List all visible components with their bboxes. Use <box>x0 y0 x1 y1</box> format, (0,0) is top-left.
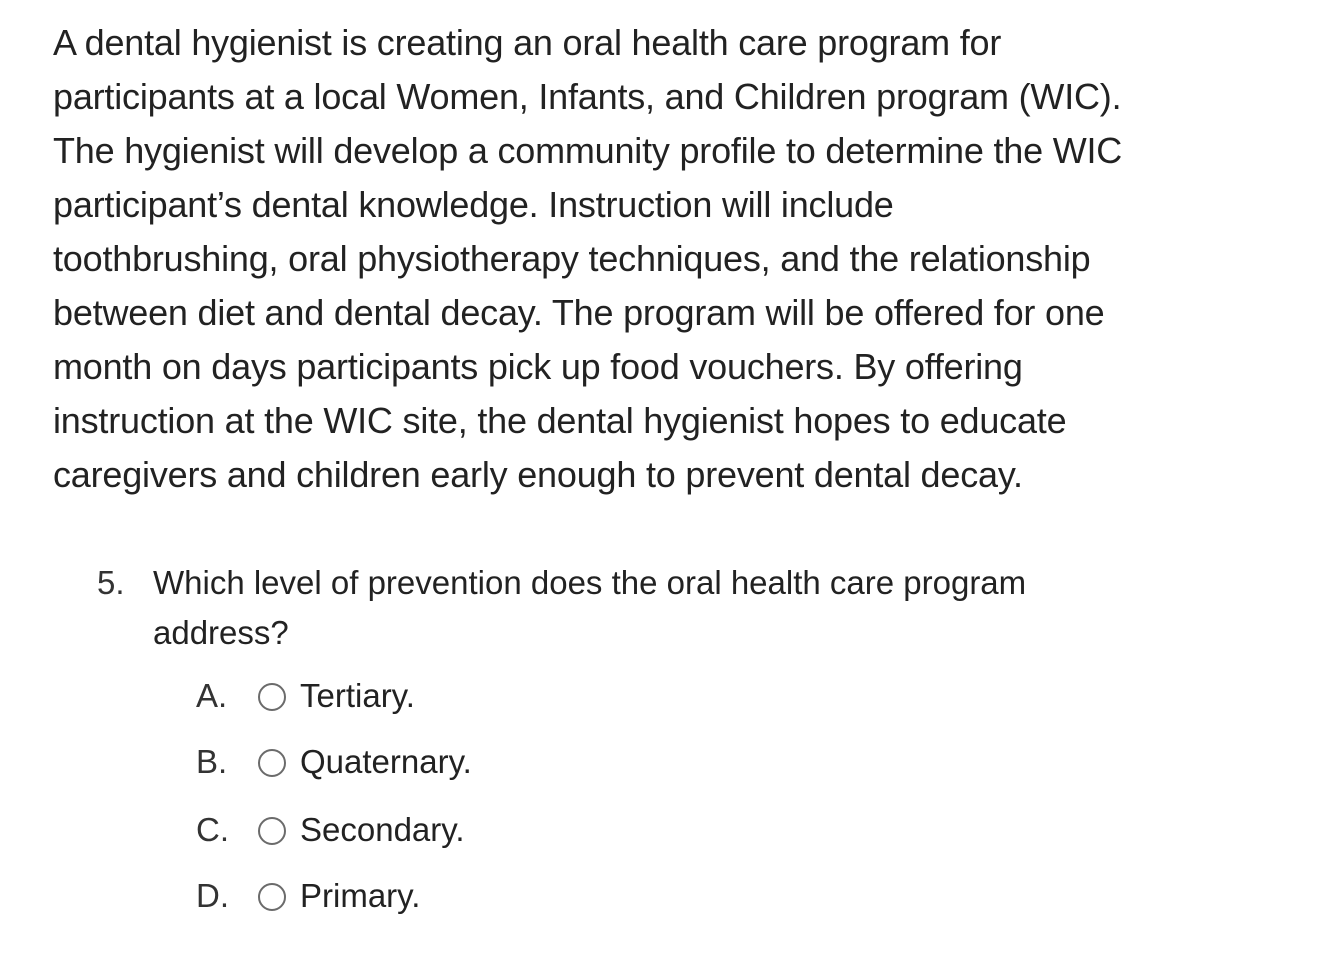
option-letter: A. <box>196 677 228 714</box>
question-text-line: address? <box>153 614 289 651</box>
passage-line: A dental hygienist is creating an oral health care program for <box>53 22 1002 63</box>
question-text <box>153 558 1153 658</box>
option-label[interactable]: Tertiary. <box>300 677 415 714</box>
radio-button-a[interactable] <box>258 683 286 711</box>
option-label[interactable]: Secondary. <box>300 811 465 848</box>
question-text-line: Which level of prevention does the oral health care program <box>153 564 1027 601</box>
option-label[interactable]: Primary. <box>300 877 421 914</box>
passage-line: The hygienist will develop a community profile to determine the WIC <box>53 130 1123 171</box>
passage-line: instruction at the WIC site, the dental hygienist hopes to educate <box>53 400 1067 441</box>
scenario-passage <box>53 16 1283 502</box>
option-letter: C. <box>196 811 229 848</box>
option-letter: D. <box>196 877 229 914</box>
radio-button-b[interactable] <box>258 749 286 777</box>
passage-line: participant’s dental knowledge. Instruction will include <box>53 184 894 225</box>
option-label[interactable]: Quaternary. <box>300 743 472 780</box>
option-c[interactable] <box>196 806 596 854</box>
passage-line: month on days participants pick up food vouchers. By offering <box>53 346 1023 387</box>
passage-line: caregivers and children early enough to prevent dental decay. <box>53 454 1023 495</box>
option-a[interactable] <box>196 672 596 720</box>
option-d[interactable] <box>196 872 596 920</box>
radio-button-c[interactable] <box>258 817 286 845</box>
question-number: 5. <box>97 564 125 601</box>
passage-line: between diet and dental decay. The program will be offered for one <box>53 292 1105 333</box>
passage-line: toothbrushing, oral physiotherapy techniques, and the relationship <box>53 238 1091 279</box>
option-b[interactable] <box>196 738 596 786</box>
option-letter: B. <box>196 743 228 780</box>
radio-button-d[interactable] <box>258 883 286 911</box>
passage-line: participants at a local Women, Infants, and Children program (WIC). <box>53 76 1122 117</box>
